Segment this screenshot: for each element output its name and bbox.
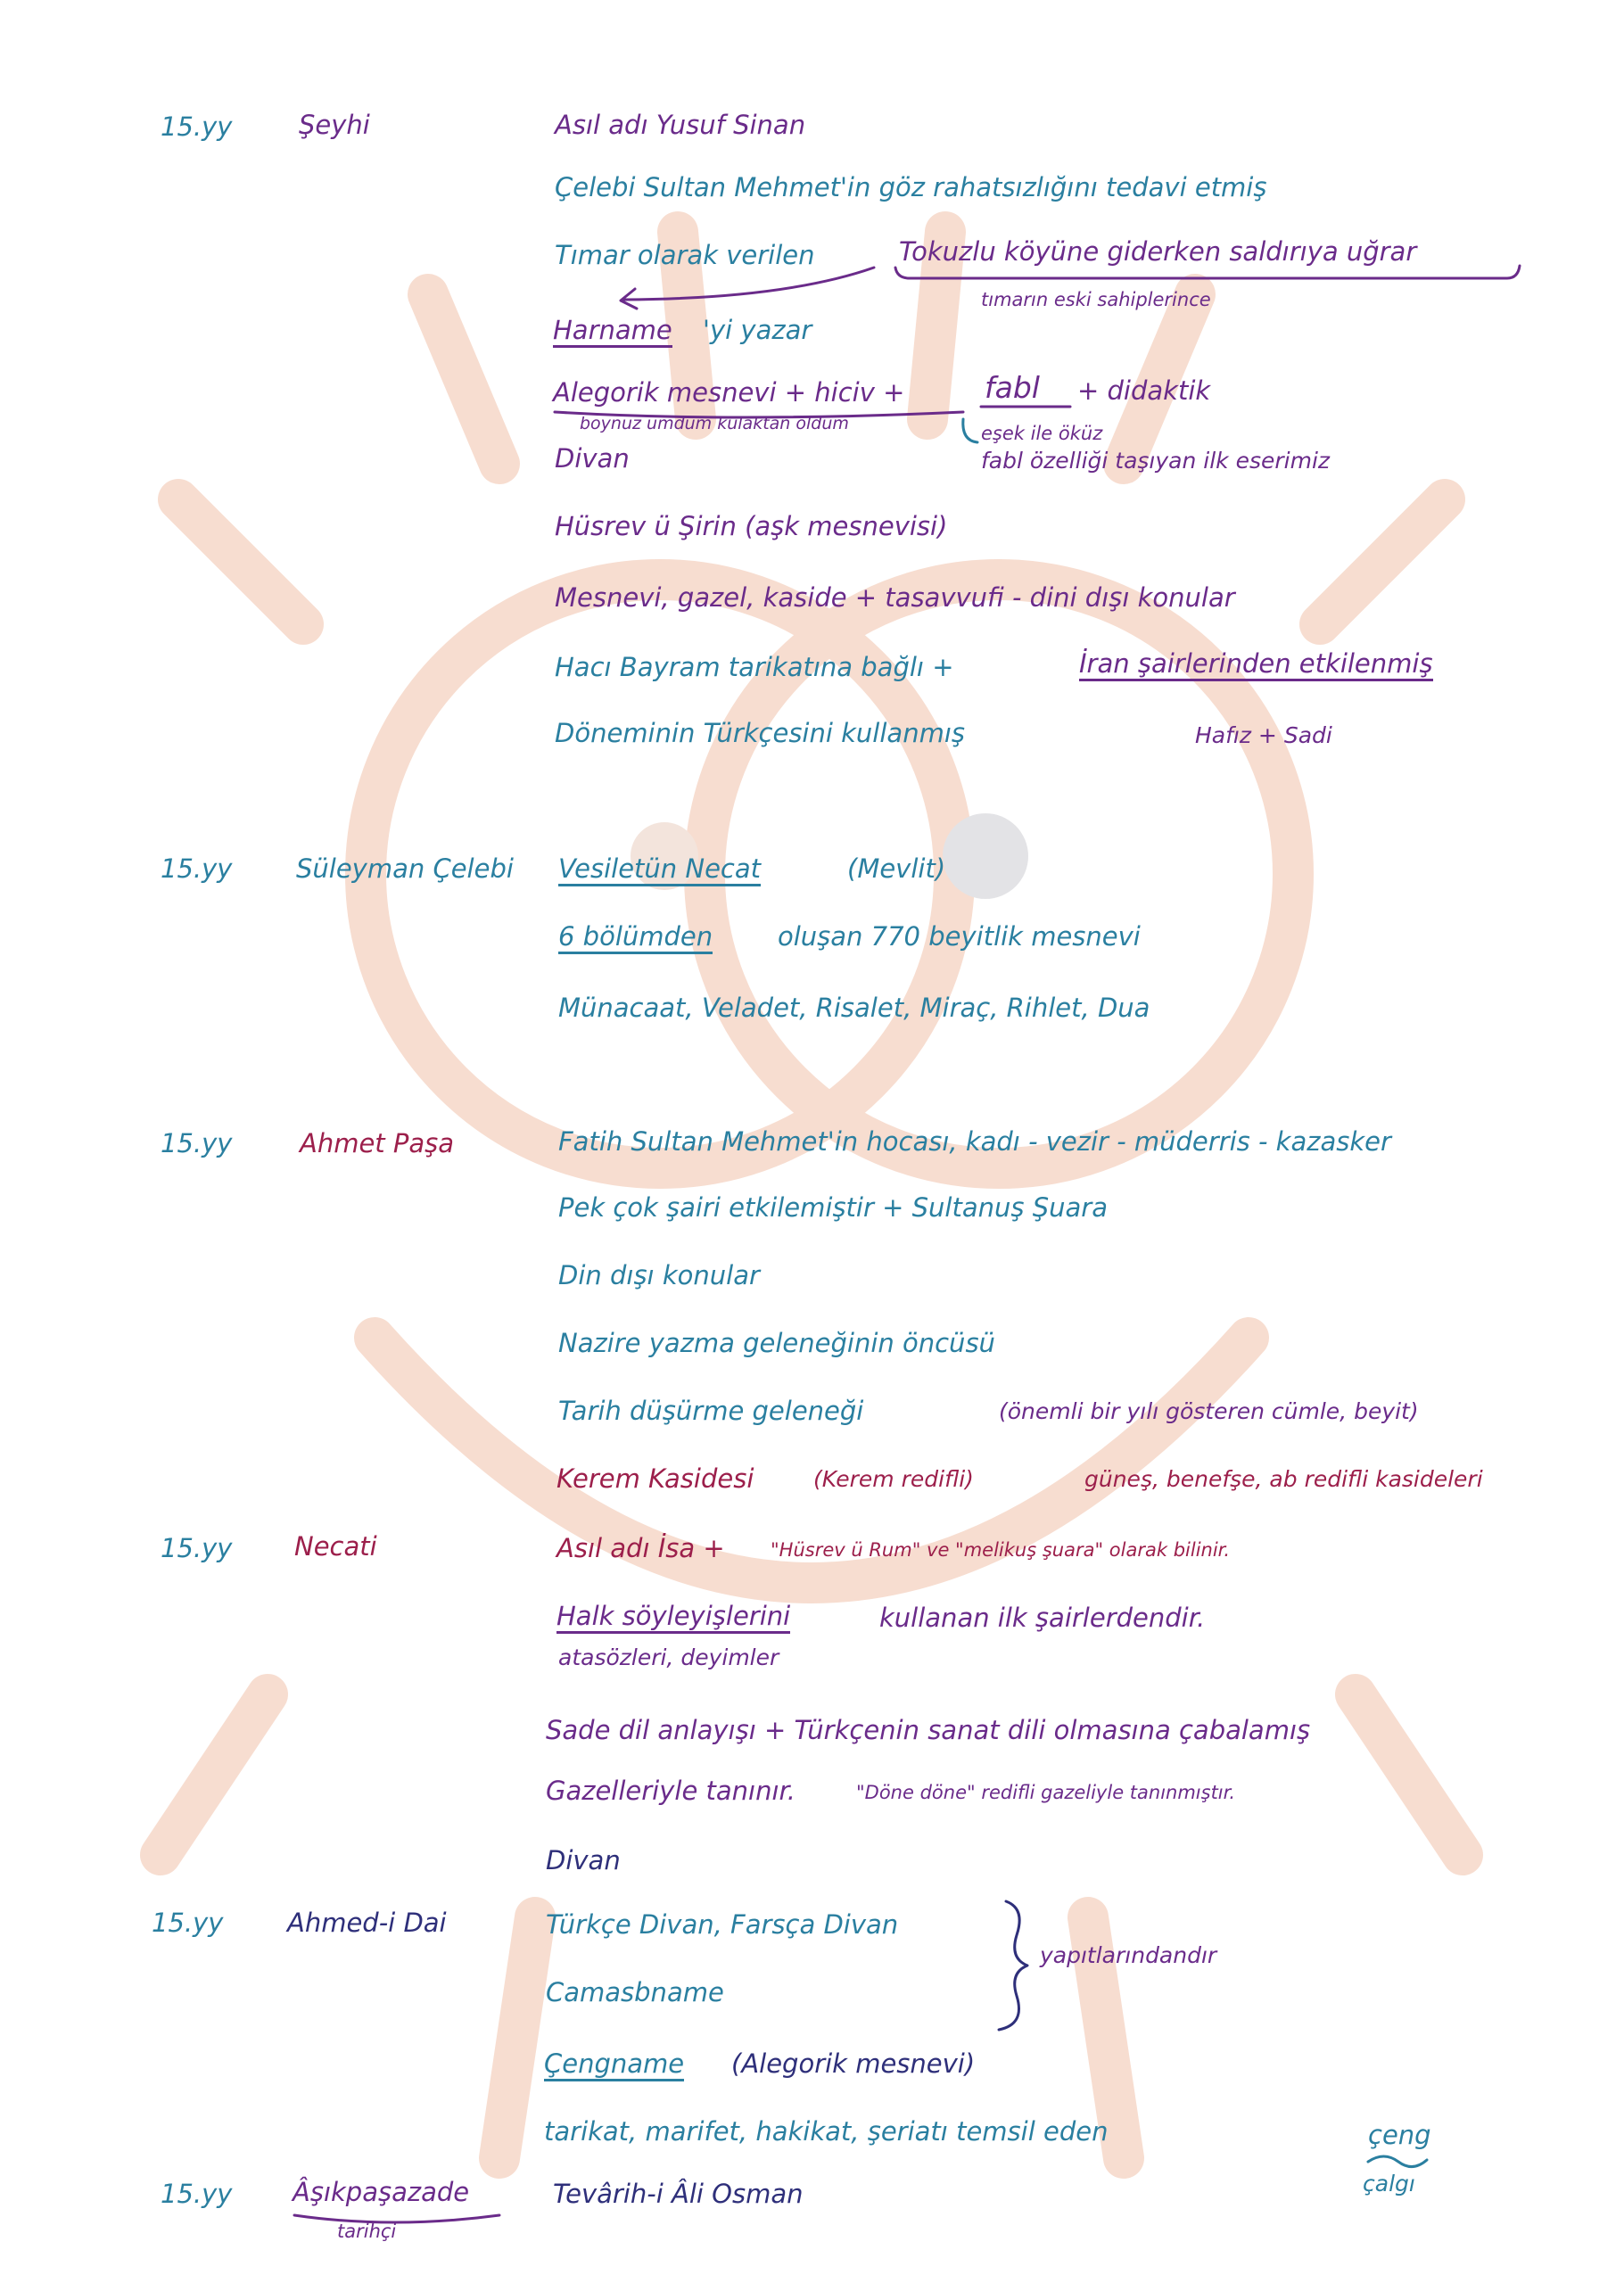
note-line: Çelebi Sultan Mehmet'in göz rahatsızlığını tedavi etmiş — [555, 172, 1267, 202]
note-line: Türkçe Divan, Farsça Divan — [546, 1909, 899, 1940]
note-line: Camasbname — [546, 1977, 724, 2007]
poet-name: Ahmed-i Dai — [287, 1908, 447, 1938]
note-line: İran şairlerinden etkilenmiş — [1079, 651, 1433, 681]
note-line: (Mevlit) — [847, 853, 946, 884]
note-line: Hüsrev ü Şirin (aşk mesnevisi) — [555, 511, 948, 541]
annotation: çeng — [1368, 2120, 1431, 2150]
note-line: 'yi yazar — [703, 315, 812, 345]
poet-name: Âşıkpaşazade — [293, 2177, 470, 2207]
annotation: (önemli bir yılı gösteren cümle, beyit) — [999, 1398, 1419, 1424]
annotation: fabl özelliği taşıyan ilk eserimiz — [981, 448, 1331, 474]
note-line: Tımar olarak verilen — [555, 240, 815, 270]
note-line: Gazelleriyle tanınır. — [546, 1776, 796, 1806]
poet-name: Süleyman Çelebi — [296, 853, 514, 884]
annotation: tımarın eski sahiplerince — [981, 289, 1211, 310]
note-line: (Kerem redifli) — [813, 1466, 974, 1492]
note-line: tarikat, marifet, hakikat, şeriatı temsil eden — [544, 2116, 1109, 2147]
annotation: Hafız + Sadi — [1195, 722, 1332, 748]
century-label: 15.yy — [161, 853, 233, 884]
note-line: 6 bölümden — [558, 924, 713, 954]
note-line: oluşan 770 beyitlik mesnevi — [778, 921, 1141, 952]
work-title: Çengname — [544, 2051, 684, 2081]
note-line: Hacı Bayram tarikatına bağlı + — [555, 652, 954, 682]
note-line: Alegorik mesnevi + hiciv + — [553, 377, 905, 408]
note-line: Asıl adı Yusuf Sinan — [555, 110, 806, 140]
annotation: eşek ile öküz — [981, 423, 1103, 444]
note-line: Döneminin Türkçesini kullanmış — [555, 718, 965, 748]
annotation: güneş, benefşe, ab redifli kasideleri — [1084, 1466, 1483, 1492]
note-line: kullanan ilk şairlerdendir. — [879, 1603, 1206, 1633]
note-line: Fatih Sultan Mehmet'in hocası, kadı - vezir - müderris - kazasker — [558, 1126, 1391, 1157]
century-label: 15.yy — [152, 1908, 224, 1938]
note-line: (Alegorik mesnevi) — [731, 2048, 976, 2079]
note-line: Münacaat, Veladet, Risalet, Miraç, Rihlet, Dua — [558, 993, 1150, 1023]
poet-name: Şeyhi — [299, 110, 370, 140]
century-label: 15.yy — [161, 1128, 233, 1158]
note-line: Divan — [555, 443, 630, 474]
note-line: Kerem Kasidesi — [556, 1463, 754, 1494]
work-title: Vesiletün Necat — [558, 856, 761, 886]
century-label: 15.yy — [161, 111, 233, 142]
annotation: tarihçi — [337, 2221, 397, 2242]
note-line: Tevârih-i Âli Osman — [553, 2179, 804, 2209]
note-line: Mesnevi, gazel, kaside + tasavvufi - dini dışı konular — [555, 582, 1235, 613]
annotation: boynuz umdum kulaktan oldum — [580, 414, 849, 433]
annotation: "Döne döne" redifli gazeliyle tanınmıştır. — [856, 1782, 1236, 1803]
note-line: Halk söyleyişlerini — [556, 1603, 790, 1634]
poet-name: Ahmet Paşa — [300, 1128, 455, 1158]
annotation: atasözleri, deyimler — [558, 1644, 779, 1670]
note-line: Din dışı konular — [558, 1260, 760, 1290]
note-line: fabl — [985, 370, 1040, 405]
note-line: Asıl adı İsa + — [556, 1533, 725, 1563]
century-label: 15.yy — [161, 1533, 233, 1563]
note-line: Divan — [546, 1845, 621, 1875]
note-line: + didaktik — [1077, 375, 1211, 406]
note-line: Sade dil anlayışı + Türkçenin sanat dili olmasına çabalamış — [546, 1715, 1311, 1745]
note-line: Nazire yazma geleneğinin öncüsü — [558, 1328, 995, 1358]
annotation: yapıtlarındandır — [1040, 1942, 1217, 1968]
note-line: Tokuzlu köyüne giderken saldırıya uğrar — [899, 236, 1417, 267]
work-title: Harname — [553, 317, 672, 348]
annotation: çalgı — [1363, 2171, 1415, 2196]
poet-name: Necati — [294, 1531, 377, 1562]
note-line: Pek çok şairi etkilemiştir + Sultanuş Şuara — [558, 1192, 1108, 1223]
note-line: Tarih düşürme geleneği — [558, 1396, 864, 1426]
annotation: "Hüsrev ü Rum" ve "melikuş şuara" olarak bilinir. — [771, 1539, 1231, 1561]
century-label: 15.yy — [161, 2179, 233, 2209]
